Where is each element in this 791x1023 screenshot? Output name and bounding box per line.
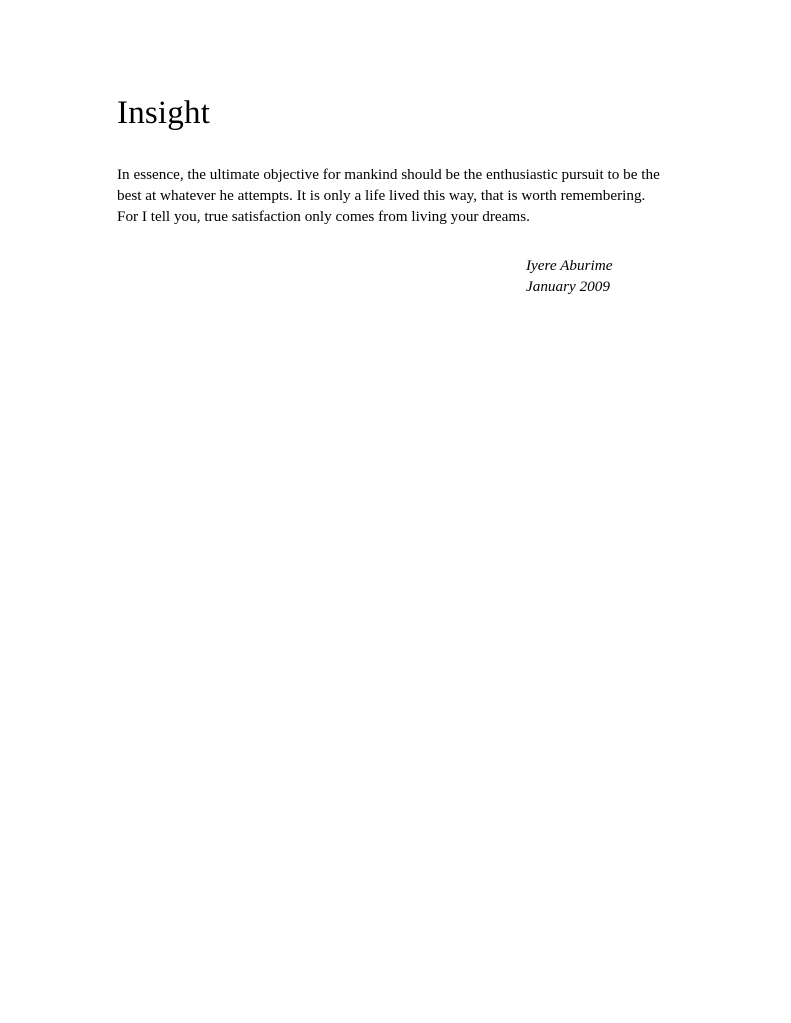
body-paragraph [117,164,707,227]
document-title: Insight [117,95,211,131]
paragraph-line: best at whatever he attempts. It is only a life lived this way, that is worth remembering. [117,187,646,204]
signature-block [526,255,612,297]
signature-date: January 2009 [526,278,610,295]
author-name: Iyere Aburime [526,257,613,274]
paragraph-line: In essence, the ultimate objective for mankind should be the enthusiastic pursuit to be the [117,166,660,183]
paragraph-line: For I tell you, true satisfaction only comes from living your dreams. [117,208,530,225]
